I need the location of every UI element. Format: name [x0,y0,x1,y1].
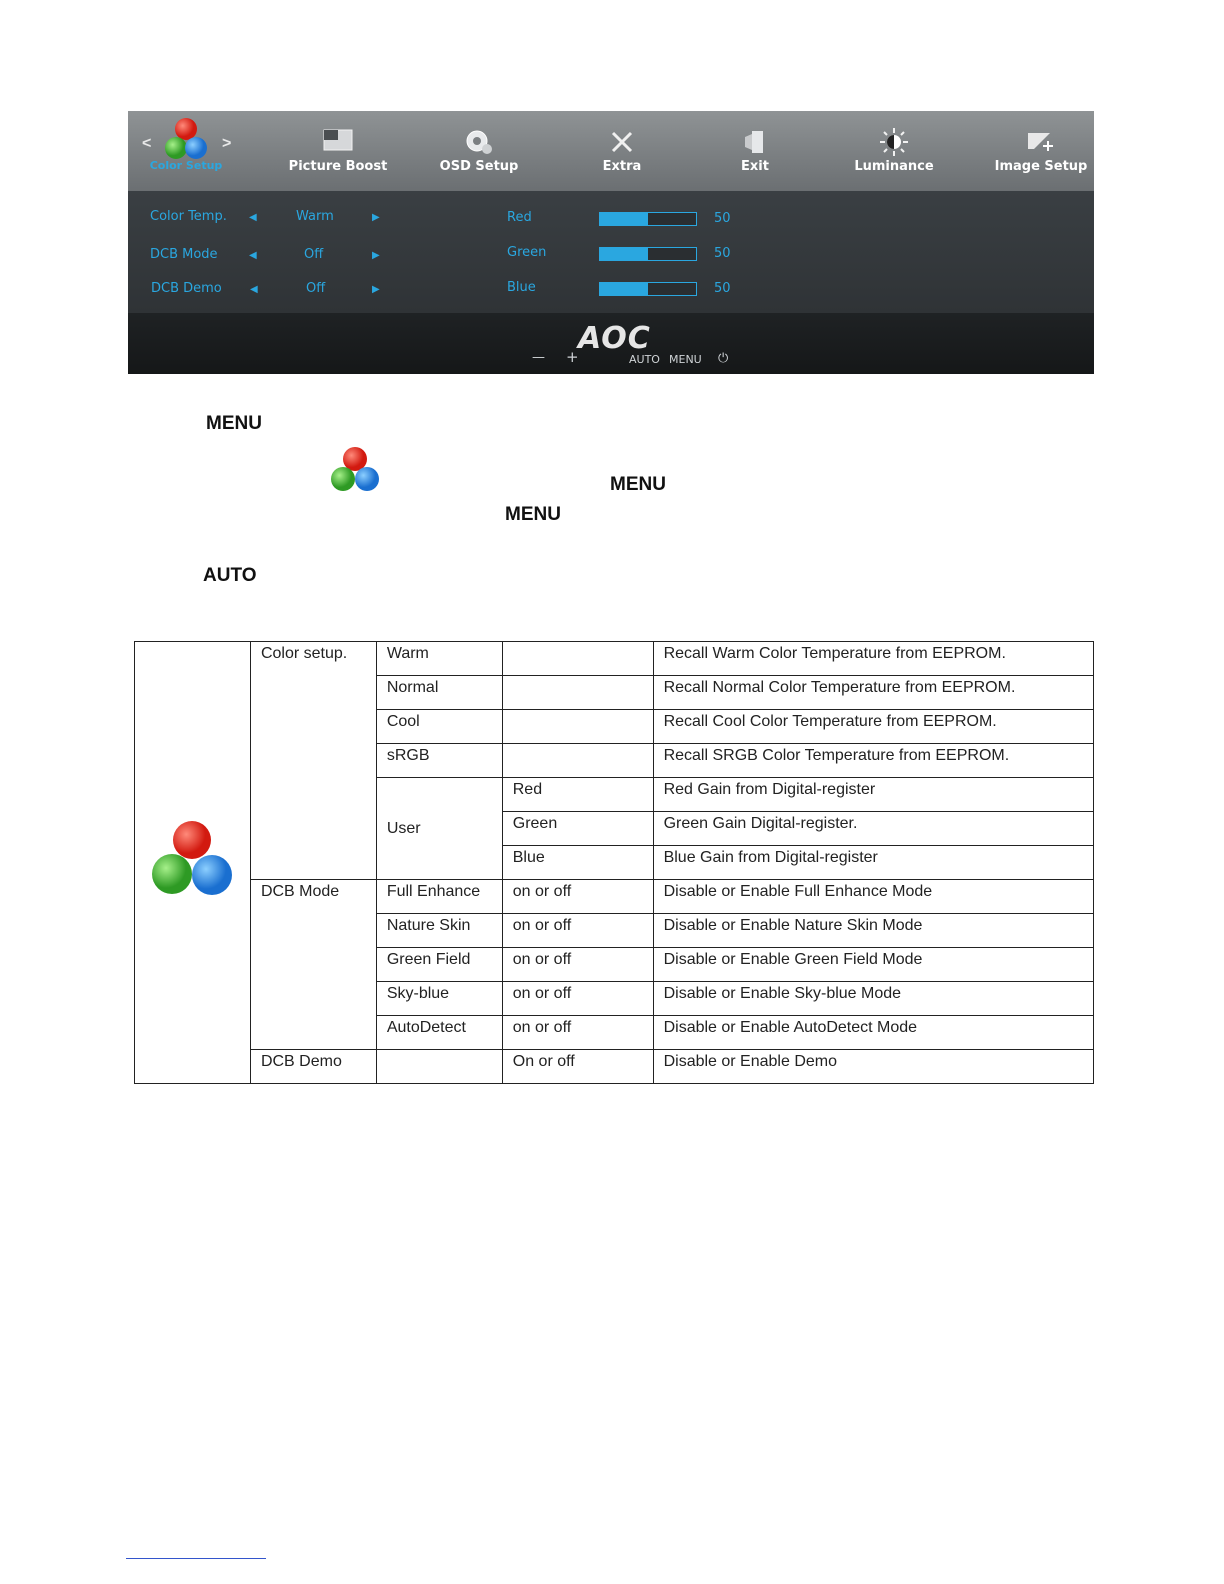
table-cell-group: DCB Demo [250,1050,376,1084]
table-cell-description: Recall Warm Color Temperature from EEPROM. [653,642,1093,676]
slider-green-fill [600,248,648,260]
setting-value-dcb-mode[interactable]: Off [304,247,324,262]
color-setup-table [134,641,1094,1084]
plus-button[interactable]: + [566,348,579,366]
auto-keyword: AUTO [203,565,257,586]
table-row [135,642,1094,676]
slider-blue[interactable] [599,282,697,296]
color-setup-icon [160,115,212,163]
slider-red[interactable] [599,212,697,226]
nav-label-image-setup: Image Setup [994,159,1088,174]
table-cell-option [502,676,653,710]
table-cell-item: Sky-blue [376,982,502,1016]
minus-button[interactable]: — [532,350,545,365]
table-cell-item: Green Field [376,948,502,982]
osd-setup-icon [464,129,494,155]
slider-value-blue: 50 [714,281,731,296]
footnote-divider [126,1558,266,1559]
extra-icon [609,129,635,155]
nav-item-extra[interactable] [562,111,682,191]
color-setup-icon [150,820,234,898]
nav-item-luminance[interactable] [834,111,954,191]
power-icon[interactable]: ⏻ [718,351,729,366]
table-cell-option: on or off [502,1016,653,1050]
increase-arrow-icon[interactable]: ▶ [372,250,380,261]
increase-arrow-icon[interactable]: ▶ [372,212,380,223]
table-cell-description: Disable or Enable Green Field Mode [653,948,1093,982]
auto-button[interactable]: AUTO [629,353,660,366]
table-cell-description: Recall SRGB Color Temperature from EEPROM. [653,744,1093,778]
nav-item-color-setup[interactable] [136,111,236,191]
decrease-arrow-icon[interactable]: ◀ [249,250,257,261]
table-cell-option: Green [502,812,653,846]
table-row [135,880,1094,914]
table-cell-description: Disable or Enable AutoDetect Mode [653,1016,1093,1050]
table-cell-item: Cool [376,710,502,744]
slider-green[interactable] [599,247,697,261]
table-cell-option: Red [502,778,653,812]
slider-red-fill [600,213,648,225]
table-cell-description: Blue Gain from Digital-register [653,846,1093,880]
picture-boost-icon [323,129,353,151]
image-setup-icon [1026,129,1056,153]
setting-label-dcb-demo: DCB Demo [151,281,222,296]
table-cell-option: Blue [502,846,653,880]
luminance-icon [879,127,909,157]
nav-item-exit[interactable] [700,111,810,191]
table-cell-option [502,710,653,744]
monitor-bezel [128,313,1094,374]
nav-item-osd-setup[interactable] [418,111,540,191]
table-cell-item: User [376,778,502,880]
slider-value-red: 50 [714,211,731,226]
table-cell-group: DCB Mode [250,880,376,1050]
osd-screenshot [128,111,1094,374]
nav-label-luminance: Luminance [854,159,934,174]
setting-label-color-temp: Color Temp. [150,209,227,224]
table-cell-option: on or off [502,914,653,948]
menu-button[interactable]: MENU [669,353,702,366]
table-cell-option: on or off [502,880,653,914]
setting-value-color-temp[interactable]: Warm [296,209,334,224]
menu-keyword: MENU [206,413,262,434]
table-cell-group: Color setup. [250,642,376,880]
table-cell-description: Disable or Enable Nature Skin Mode [653,914,1093,948]
table-cell-description: Disable or Enable Demo [653,1050,1093,1084]
nav-label-exit: Exit [741,159,769,174]
table-cell-description: Disable or Enable Full Enhance Mode [653,880,1093,914]
table-cell-option: on or off [502,982,653,1016]
nav-label-color-setup: Color Setup [149,159,223,172]
nav-next-arrow[interactable]: > [222,135,232,152]
setting-label-dcb-mode: DCB Mode [150,247,218,262]
nav-prev-arrow[interactable]: < [142,135,152,152]
slider-value-green: 50 [714,246,731,261]
table-cell-description: Recall Cool Color Temperature from EEPROM. [653,710,1093,744]
table-cell-item: sRGB [376,744,502,778]
setting-value-dcb-demo[interactable]: Off [306,281,326,296]
nav-item-image-setup[interactable] [988,111,1094,191]
menu-keyword: MENU [505,504,561,525]
table-cell-item: Nature Skin [376,914,502,948]
decrease-arrow-icon[interactable]: ◀ [249,212,257,223]
table-cell-item: Warm [376,642,502,676]
menu-keyword: MENU [610,474,666,495]
slider-label-green: Green [507,245,547,260]
slider-label-red: Red [507,210,532,225]
table-cell-item [376,1050,502,1084]
table-cell-item: Normal [376,676,502,710]
table-cell-item: Full Enhance [376,880,502,914]
table-cell-option: On or off [502,1050,653,1084]
decrease-arrow-icon[interactable]: ◀ [250,284,258,295]
table-cell-description: Red Gain from Digital-register [653,778,1093,812]
table-cell-option: on or off [502,948,653,982]
slider-blue-fill [600,283,648,295]
color-setup-icon [329,446,381,494]
table-cell-description: Disable or Enable Sky-blue Mode [653,982,1093,1016]
osd-nav-bar [128,111,1094,191]
slider-label-blue: Blue [507,280,536,295]
table-cell-description: Green Gain Digital-register. [653,812,1093,846]
nav-label-picture-boost: Picture Boost [288,159,388,174]
table-cell-option [502,642,653,676]
increase-arrow-icon[interactable]: ▶ [372,284,380,295]
table-cell-item: AutoDetect [376,1016,502,1050]
nav-label-extra: Extra [602,159,642,174]
table-row [135,1050,1094,1084]
exit-icon [743,129,767,155]
nav-item-picture-boost[interactable] [278,111,398,191]
table-icon-cell [135,642,251,1084]
osd-settings-panel [128,191,1094,313]
table-cell-description: Recall Normal Color Temperature from EEPROM. [653,676,1093,710]
table-cell-option [502,744,653,778]
nav-label-osd-setup: OSD Setup [439,159,519,174]
aoc-logo: AOC [578,321,651,356]
